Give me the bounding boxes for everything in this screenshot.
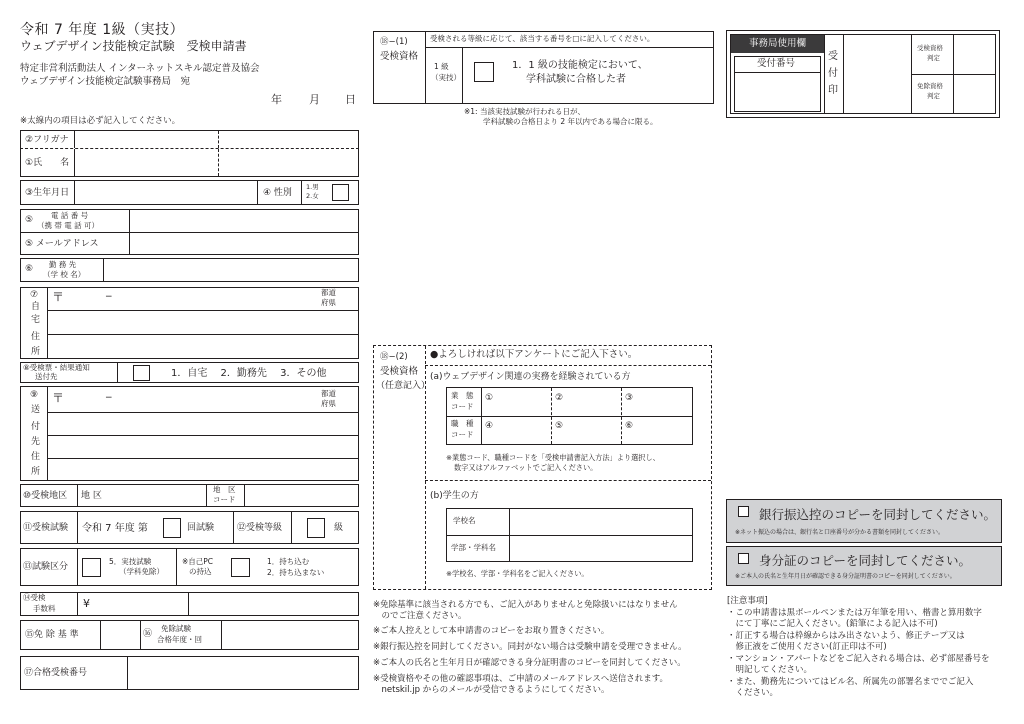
exam-round-box[interactable] <box>163 518 181 538</box>
caution-line: ・また、勤務先についてはビル名、所属先の部署名まででご記入 <box>727 677 974 687</box>
furigana-label: ②フリガナ <box>25 134 69 145</box>
survey-section: ⑱−(2) 受検資格 （任意記入） ●よろしければ以下アンケートにご記入下さい。 (a)ウェブデザイン関連の実務を経験されている方 業 態 コード 職 種 コード ① ② ③ ④ ⑤ ⑥ ※業態コード、職種コードを「受検申請書記入方法」より選択し、 数字又はアルファベットでご記入ください。 (b)学生の方 学校名 学部・学科名 ※学校名、学部・学科名をご記入ください。 <box>373 345 712 590</box>
region-code-input[interactable] <box>245 485 358 506</box>
caution-line: 明記してください。 <box>727 665 813 675</box>
birth-label: ③生年月日 <box>25 187 70 198</box>
id-copy-notice: 身分証のコピーを同封してください。 ※ご本人の氏名と生年月日が確認できる身分証明書のコピーを同封してください。 <box>726 546 1002 586</box>
gender-option-male: 1.男 <box>306 183 319 191</box>
home-address-block: ⑦ 自 宅 住 所 〒 − 都道 府県 <box>20 287 359 359</box>
furigana-row <box>20 130 359 149</box>
survey-intro: ●よろしければ以下アンケートにご記入下さい。 <box>430 349 638 360</box>
survey-b-title: (b)学生の方 <box>430 491 479 501</box>
stamp-box <box>844 35 910 113</box>
caution-line: ください。 <box>727 688 779 698</box>
region-row: ⑩受検地区 地 区 地 区 コード <box>20 484 359 507</box>
phone-input[interactable] <box>130 210 358 232</box>
home-address-input[interactable] <box>48 288 358 358</box>
email-label: ⑤ メールアドレス <box>25 238 99 249</box>
code-table: 業 態 コード 職 種 コード ① ② ③ ④ ⑤ ⑥ <box>446 387 693 445</box>
category-row: ⑬試験区分 5．実技試験 （学科免除） ※自己PC の持込 1．持ち込む 2．持ち込まない <box>20 548 359 586</box>
notification-row: ⑧受検票・結果通知 送付先 1．自宅 2．勤務先 3．その他 <box>20 362 359 383</box>
organization-name: 特定非営利活動法人 インターネットスキル認定普及協会 <box>20 63 260 74</box>
grade-label: ⑫受検等級 <box>237 523 283 533</box>
bottom-note-1: ※免除基準に該当される方でも、ご記入がありませんと免除扱いにはなりません <box>373 600 678 610</box>
send-postal-mark: 〒 <box>52 391 65 405</box>
qualification-footnote: ※1: 当該実技試験が行われる日が、 <box>464 107 585 116</box>
postal-mark: 〒 <box>52 290 65 304</box>
name-label: ①氏 名 <box>25 157 70 168</box>
caution-line: にて丁寧にご記入ください。(鉛筆による記入は不可) <box>727 619 938 629</box>
send-address-block: ⑨ 送 付 先 住 所 〒 − 都道 府県 <box>20 386 359 481</box>
exemption-year-input[interactable] <box>222 621 358 649</box>
date-month-label: 月 <box>309 93 320 106</box>
qualification-checkbox[interactable] <box>474 62 494 82</box>
caution-line: ・この申請書は黒ボールペンまたは万年筆を用い、楷書と算用数字 <box>727 608 982 618</box>
date-year-label: 年 <box>271 93 282 106</box>
workplace-label: 勤 務 先 <box>49 260 77 269</box>
region-label: ⑩受検地区 <box>23 490 68 501</box>
name-input[interactable] <box>75 149 358 176</box>
send-address-input[interactable] <box>48 387 358 480</box>
phone-label: 電 話 番 号 <box>51 211 89 220</box>
form-title-line2: ウェブデザイン技能検定試験 受検申請書 <box>20 39 247 53</box>
school-input[interactable] <box>510 509 692 534</box>
fee-row: ⑭受検 手数料 ¥ <box>20 592 359 616</box>
notification-label: ⑧受検票・結果通知 <box>23 363 90 372</box>
id-copy-checkbox[interactable] <box>738 553 749 564</box>
student-table: 学校名 学部・学科名 <box>446 508 693 562</box>
survey-a-title: (a)ウェブデザイン関連の実務を経験されている方 <box>430 372 631 382</box>
pass-number-label: ⑰合格受検番号 <box>24 667 88 678</box>
office-use-section: 事務局使用欄 受付番号 受 付 印 受検資格 判定 免除資格 判定 <box>726 30 1000 118</box>
exam-row: ⑪受検試験 令和 7 年度 第 回試験 ⑫受検等級 級 <box>20 511 359 544</box>
required-note: ※太線内の項目は必ず記入してください。 <box>20 116 181 126</box>
region-input[interactable] <box>117 485 205 506</box>
survey-title: 受検資格 <box>380 366 419 377</box>
pass-number-input[interactable] <box>128 657 358 689</box>
category-box[interactable] <box>82 558 101 577</box>
exemption-label: ⑮免 除 基 準 <box>25 629 79 640</box>
office-name: ウェブデザイン技能検定試験事務局 宛 <box>20 76 190 87</box>
receipt-number-box: 受付番号 <box>734 56 821 112</box>
fee-label: ⑭受検 <box>23 593 46 602</box>
phone-row: ⑤ 電 話 番 号 （携 帯 電 話 可） <box>20 209 359 233</box>
bank-copy-notice: 銀行振込控のコピーを同封してください。 ※ネット振込の場合は、銀行名と口座番号が分かる書類を同封してください。 <box>726 499 1002 543</box>
pc-label: ※自己PC <box>182 557 214 566</box>
bottom-note-5: ※受検資格やその他の確認事項は、ご申請のメールアドレスへ送信されます。 <box>373 674 669 684</box>
workplace-row: ⑥ 勤 務 先 （学 校 名） <box>20 258 359 282</box>
notification-options: 1．自宅 2．勤務先 3．その他 <box>171 368 327 379</box>
bank-copy-checkbox[interactable] <box>738 506 749 517</box>
qualification-header: 受検される等級に応じて、該当する番号を□に記入してください。 <box>430 34 655 43</box>
grade-box[interactable] <box>307 518 325 538</box>
fee-input[interactable] <box>95 593 187 615</box>
bottom-note-1b: のでご注意ください。 <box>373 611 467 621</box>
category-label: ⑬試験区分 <box>23 561 69 572</box>
gender-checkbox[interactable] <box>332 184 349 201</box>
stamp-label: 受 <box>828 51 838 62</box>
qualification-title: 受検資格 <box>380 51 419 62</box>
bottom-note-3: ※銀行振込控を同封してください。同封がない場合は受験申請を受理できません。 <box>373 642 687 652</box>
furigana-input[interactable] <box>75 131 358 148</box>
caution-line: ・訂正する場合は枠線からはみ出さないよう、修正テープ又は <box>727 631 965 641</box>
gender-label: ④ 性別 <box>263 188 292 198</box>
bottom-note-2: ※ご本人控えとして本申請書のコピーをお取り置きください。 <box>373 626 610 636</box>
pc-box[interactable] <box>231 558 250 577</box>
office-use-header: 事務局使用欄 <box>731 35 824 53</box>
pass-number-row <box>20 656 359 690</box>
birth-input[interactable] <box>75 181 256 204</box>
exemption-row: ⑮免 除 基 準 ⑯ 免除試験 合格年度・回 <box>20 620 359 650</box>
gender-option-female: 2.女 <box>306 192 319 200</box>
bottom-note-4: ※ご本人の氏名と生年月日が確認できる身分証明書のコピーを同封してください。 <box>373 658 686 668</box>
faculty-input[interactable] <box>510 536 692 561</box>
form-title-line1: 令和 7 年度 1級（実技） <box>20 22 185 38</box>
caution-heading: [注意事項] <box>727 596 768 606</box>
qualification-section: ⑱−(1) 受検資格 受検される等級に応じて、該当する番号を□に記入してください。 1 級 （実技） 1．1 級の技能検定において、 学科試験に合格した者 <box>373 31 714 104</box>
exam-label: ⑪受検試験 <box>23 522 69 533</box>
email-input[interactable] <box>130 233 358 254</box>
email-row <box>20 233 359 255</box>
caution-line: ・マンション・アパートなどをご記入される場合は、必ず部屋番号を <box>727 654 990 664</box>
bottom-note-5b: netskil.jp からのメールが受信できるようにしてください。 <box>373 685 610 695</box>
workplace-input[interactable] <box>104 259 358 281</box>
exemption-input[interactable] <box>101 621 139 649</box>
caution-line: 修正液をご使用ください(訂正印は不可) <box>727 642 887 652</box>
job-code-input[interactable] <box>482 417 692 444</box>
date-day-label: 日 <box>345 93 356 106</box>
birth-row <box>20 180 359 205</box>
notification-checkbox[interactable] <box>133 365 150 381</box>
industry-code-input[interactable] <box>482 388 692 415</box>
name-row <box>20 149 359 177</box>
